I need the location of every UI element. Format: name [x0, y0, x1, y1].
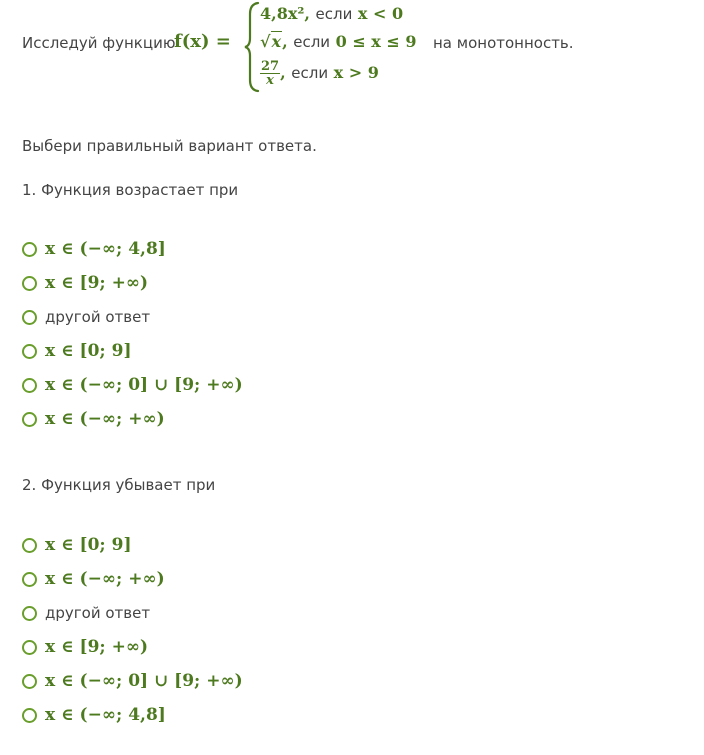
q2-option-5[interactable] [22, 669, 243, 693]
radio-button-icon[interactable] [22, 242, 37, 257]
radio-button-icon[interactable] [22, 708, 37, 723]
option-label: x ∈ [9; +∞) [45, 273, 149, 293]
option-label: x ∈ (−∞; +∞) [45, 409, 165, 429]
case-2-radicand: x [271, 32, 282, 51]
radio-button-icon[interactable] [22, 606, 37, 621]
option-label: x ∈ (−∞; 4,8] [45, 239, 166, 259]
task-tail: на монотонность. [433, 34, 574, 52]
question-1-title: 1. Функция возрастает при [22, 181, 239, 199]
option-label: x ∈ (−∞; 0] ∪ [9; +∞) [45, 375, 243, 395]
case-1-cond: x < 0 [357, 4, 404, 23]
q1-option-2[interactable] [22, 271, 148, 295]
radio-button-icon[interactable] [22, 640, 37, 655]
radio-button-icon[interactable] [22, 674, 37, 689]
task-statement [22, 0, 682, 96]
q2-option-1[interactable] [22, 533, 132, 557]
case-2-cond: 0 ≤ x ≤ 9 [335, 32, 417, 51]
case-2-suffix: , [282, 32, 288, 51]
case-3-denominator: x [266, 73, 274, 88]
case-3-fraction [260, 60, 280, 87]
option-label: x ∈ (−∞; 0] ∪ [9; +∞) [45, 671, 243, 691]
option-label: другой ответ [45, 604, 151, 622]
choose-instruction: Выбери правильный вариант ответа. [22, 137, 317, 155]
radio-button-icon[interactable] [22, 378, 37, 393]
q1-option-1[interactable] [22, 237, 166, 261]
case-3-numerator: 27 [261, 59, 280, 74]
option-label: x ∈ (−∞; +∞) [45, 569, 165, 589]
case-2 [260, 32, 417, 51]
q2-option-2[interactable] [22, 567, 165, 591]
case-3 [260, 60, 379, 87]
case-1-word: если [315, 5, 353, 23]
q2-option-3[interactable] [22, 601, 150, 625]
case-1 [260, 4, 403, 23]
case-2-word: если [293, 33, 331, 51]
case-1-expr: 4,8x², [260, 4, 310, 23]
radio-button-icon[interactable] [22, 344, 37, 359]
case-3-suffix: , [280, 63, 286, 82]
task-intro: Исследуй функцию [22, 34, 176, 52]
q1-option-6[interactable] [22, 407, 165, 431]
q2-option-6[interactable] [22, 703, 166, 727]
sqrt-symbol: √x [260, 32, 282, 51]
option-label: x ∈ [0; 9] [45, 535, 132, 555]
radio-button-icon[interactable] [22, 538, 37, 553]
option-label: другой ответ [45, 308, 151, 326]
option-label: x ∈ [0; 9] [45, 341, 132, 361]
radio-button-icon[interactable] [22, 276, 37, 291]
q1-option-3[interactable] [22, 305, 150, 329]
q2-option-4[interactable] [22, 635, 148, 659]
function-name: f(x) = [174, 31, 231, 52]
case-3-word: если [291, 64, 329, 82]
option-label: x ∈ (−∞; 4,8] [45, 705, 166, 725]
option-label: x ∈ [9; +∞) [45, 637, 149, 657]
q1-option-4[interactable] [22, 339, 132, 363]
q1-option-5[interactable] [22, 373, 243, 397]
cases-brace [243, 0, 261, 94]
radio-button-icon[interactable] [22, 572, 37, 587]
radio-button-icon[interactable] [22, 412, 37, 427]
case-3-cond: x > 9 [333, 63, 379, 82]
radio-button-icon[interactable] [22, 310, 37, 325]
question-2-title: 2. Функция убывает при [22, 476, 216, 494]
